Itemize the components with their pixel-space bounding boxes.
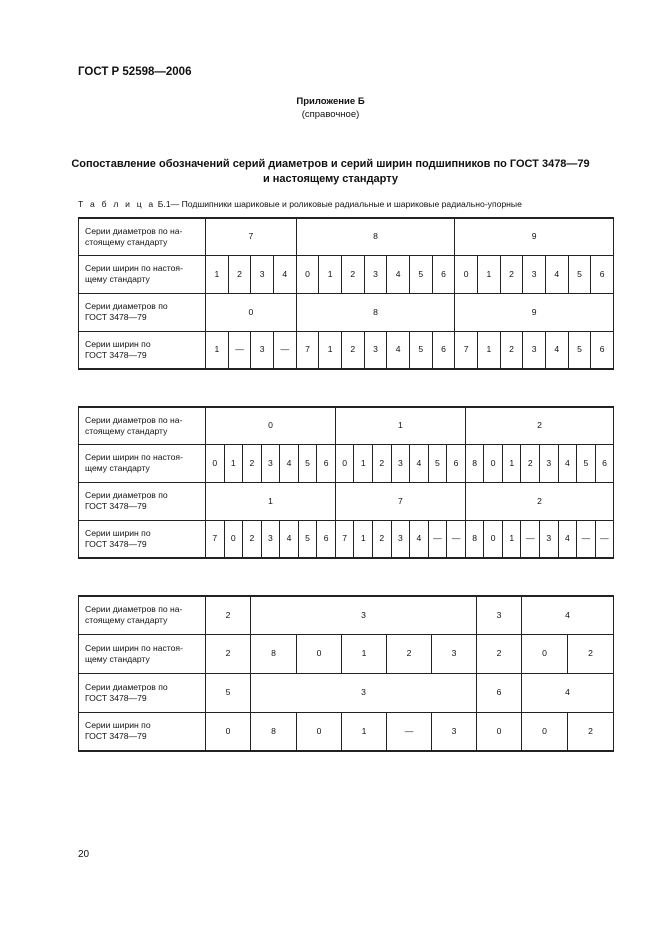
cell: 2 [521, 444, 540, 482]
row-label: Серии диаметров по на- стоящему стандарту [79, 407, 206, 444]
row-label: Серии диаметров по на- стоящему стандарту [79, 218, 206, 255]
caption-text: Б.1— Подшипники шариковые и роликовые радиальные и шариковые радиально-упорные [155, 199, 522, 209]
table-row [79, 255, 614, 293]
cell: 3 [432, 712, 477, 751]
cell: 3 [261, 520, 280, 558]
cell: 3 [251, 673, 477, 712]
cell: 6 [317, 520, 336, 558]
cell: — [228, 331, 251, 369]
cell: 6 [317, 444, 336, 482]
cell: 3 [251, 331, 274, 369]
page-number: 20 [78, 849, 90, 860]
cell: 0 [297, 634, 342, 673]
cell: 2 [500, 255, 523, 293]
cell: 1 [342, 712, 387, 751]
cell: 4 [545, 331, 568, 369]
cell: — [521, 520, 540, 558]
cell: 2 [465, 407, 613, 444]
cell: 3 [477, 596, 522, 634]
cell: 0 [335, 444, 354, 482]
row-label: Серии ширин по настоя- щему стандарту [79, 255, 206, 293]
cell: 2 [243, 520, 262, 558]
row-label: Серии диаметров по ГОСТ 3478—79 [79, 482, 206, 520]
cell: 2 [373, 444, 392, 482]
cell: 6 [591, 331, 614, 369]
cell: 6 [477, 673, 522, 712]
cell: 4 [280, 444, 299, 482]
cell: 3 [364, 255, 387, 293]
cell: 4 [522, 673, 614, 712]
cell: 2 [373, 520, 392, 558]
cell: 3 [523, 255, 546, 293]
cell: 1 [224, 444, 243, 482]
page-title [60, 157, 601, 187]
cell: 5 [298, 520, 317, 558]
cell: 4 [545, 255, 568, 293]
cell: 3 [251, 596, 477, 634]
cell: 2 [568, 634, 614, 673]
cell: 2 [341, 331, 364, 369]
table-row [79, 218, 614, 255]
cell: 5 [568, 331, 591, 369]
cell: 7 [296, 331, 319, 369]
cell: 1 [206, 482, 336, 520]
table-row [79, 596, 614, 634]
cell: 3 [523, 331, 546, 369]
cell: 6 [447, 444, 466, 482]
row-label: Серии ширин по ГОСТ 3478—79 [79, 331, 206, 369]
cell: 0 [296, 255, 319, 293]
cell: 5 [298, 444, 317, 482]
cell: 0 [477, 712, 522, 751]
cell: 6 [432, 331, 455, 369]
cell: 5 [428, 444, 447, 482]
cell: 1 [206, 255, 229, 293]
cell: 2 [568, 712, 614, 751]
cell: 7 [206, 520, 225, 558]
row-label: Серии диаметров по ГОСТ 3478—79 [79, 293, 206, 331]
cell: 7 [335, 482, 465, 520]
cell: 1 [319, 255, 342, 293]
cell: 0 [206, 712, 251, 751]
cell: 1 [502, 444, 521, 482]
cell: 8 [251, 634, 297, 673]
cell: 1 [335, 407, 465, 444]
row-label: Серии ширин по настоя- щему стандарту [79, 444, 206, 482]
cell: 2 [206, 634, 251, 673]
cell: 4 [387, 331, 410, 369]
cell: 8 [465, 444, 484, 482]
table-row [79, 331, 614, 369]
cell: — [387, 712, 432, 751]
cell: 2 [206, 596, 251, 634]
cell: 1 [478, 255, 501, 293]
cell: 5 [409, 331, 432, 369]
cell: 9 [455, 293, 614, 331]
comparison-table-3 [78, 595, 614, 752]
cell: 1 [354, 444, 373, 482]
cell: 0 [455, 255, 478, 293]
cell: 5 [568, 255, 591, 293]
cell: 4 [273, 255, 296, 293]
cell: 4 [410, 520, 429, 558]
cell: 0 [484, 520, 503, 558]
cell: 2 [465, 482, 613, 520]
cell: 2 [477, 634, 522, 673]
comparison-table-1 [78, 217, 614, 370]
cell: 6 [432, 255, 455, 293]
cell: 8 [296, 293, 455, 331]
cell: 8 [465, 520, 484, 558]
table-row [79, 634, 614, 673]
cell: 7 [455, 331, 478, 369]
cell: 3 [391, 520, 410, 558]
cell: 1 [206, 331, 229, 369]
cell: 1 [478, 331, 501, 369]
table-row [79, 293, 614, 331]
cell: 3 [261, 444, 280, 482]
appendix-subtitle: (справочное) [301, 109, 360, 120]
cell: 2 [387, 634, 432, 673]
cell: 7 [206, 218, 297, 255]
comparison-table-2 [78, 406, 614, 559]
cell: 5 [409, 255, 432, 293]
cell: 1 [319, 331, 342, 369]
cell: 2 [341, 255, 364, 293]
cell: 0 [206, 444, 225, 482]
table-row [79, 407, 614, 444]
cell: 3 [364, 331, 387, 369]
cell: 4 [387, 255, 410, 293]
row-label: Серии диаметров по на- стоящему стандарту [79, 596, 206, 634]
cell: — [428, 520, 447, 558]
table-row [79, 482, 614, 520]
page-title-line-1: Сопоставление обозначений серий диаметров и серий ширин подшипников по ГОСТ 3478—79 [71, 158, 590, 170]
cell: 3 [540, 444, 559, 482]
cell: 4 [558, 520, 577, 558]
cell: 4 [280, 520, 299, 558]
cell: 8 [296, 218, 455, 255]
cell: 3 [251, 255, 274, 293]
table-row [79, 444, 614, 482]
cell: 5 [577, 444, 596, 482]
cell: 4 [558, 444, 577, 482]
cell: 0 [522, 712, 568, 751]
cell: 3 [540, 520, 559, 558]
table-caption [78, 199, 522, 209]
page-title-line-2: и настоящему стандарту [262, 173, 399, 185]
row-label: Серии ширин по ГОСТ 3478—79 [79, 712, 206, 751]
cell: 0 [206, 293, 297, 331]
cell: 8 [251, 712, 297, 751]
cell: 7 [335, 520, 354, 558]
cell: 2 [243, 444, 262, 482]
caption-prefix: Т а б л и ц а [78, 199, 156, 209]
cell: 2 [500, 331, 523, 369]
cell: 9 [455, 218, 614, 255]
cell: 4 [410, 444, 429, 482]
table-row [79, 673, 614, 712]
cell: 6 [595, 444, 614, 482]
document-id: ГОСТ Р 52598—2006 [78, 66, 192, 78]
appendix-title: Приложение Б [296, 96, 365, 107]
cell: 5 [206, 673, 251, 712]
cell: 0 [522, 634, 568, 673]
cell: — [595, 520, 614, 558]
row-label: Серии ширин по настоя- щему стандарту [79, 634, 206, 673]
cell: 3 [432, 634, 477, 673]
cell: — [577, 520, 596, 558]
table-row [79, 712, 614, 751]
cell: 1 [354, 520, 373, 558]
cell: 0 [484, 444, 503, 482]
cell: — [447, 520, 466, 558]
row-label: Серии ширин по ГОСТ 3478—79 [79, 520, 206, 558]
cell: 0 [206, 407, 336, 444]
cell: 4 [522, 596, 614, 634]
cell: 0 [224, 520, 243, 558]
cell: 2 [228, 255, 251, 293]
cell: 6 [591, 255, 614, 293]
cell: 1 [342, 634, 387, 673]
cell: 0 [297, 712, 342, 751]
cell: — [273, 331, 296, 369]
row-label: Серии диаметров по ГОСТ 3478—79 [79, 673, 206, 712]
cell: 1 [502, 520, 521, 558]
cell: 3 [391, 444, 410, 482]
table-row [79, 520, 614, 558]
